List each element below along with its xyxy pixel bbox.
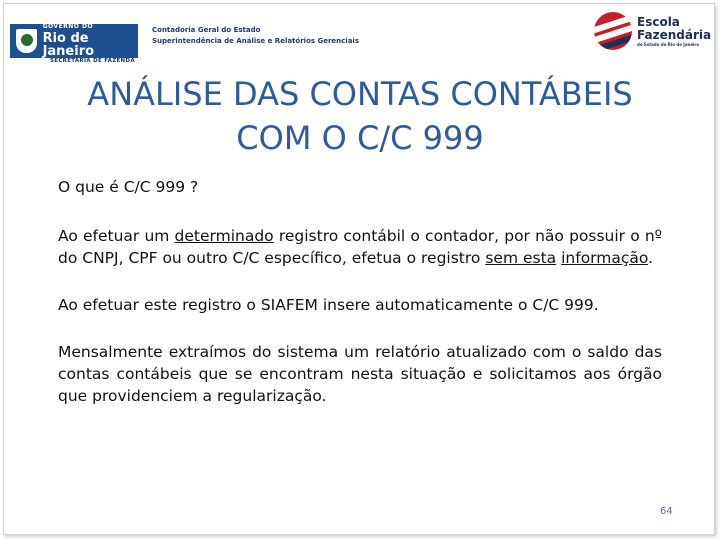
p1-underlined-2: sem <box>485 249 519 267</box>
slide-title <box>30 72 690 160</box>
state-seal-icon <box>16 29 37 53</box>
escola-line-2: Fazendária <box>637 28 712 42</box>
title-line-1: ANÁLISE DAS CONTAS CONTÁBEIS <box>87 75 633 113</box>
department-heading <box>152 25 359 47</box>
paragraph-2: Ao efetuar este registro o SIAFEM insere automaticamente o C/C 999. <box>58 296 599 314</box>
p1-text-5: . <box>648 249 654 267</box>
title-line-2: COM O C/C 999 <box>236 119 484 157</box>
escola-logo-icon <box>594 12 632 50</box>
escola-line-1: Escola <box>637 15 680 29</box>
government-logo-text <box>43 24 138 58</box>
escola-line-3: do Estado do Rio de Janeiro <box>637 42 700 47</box>
slide-body <box>58 176 662 407</box>
p1-underlined-4: informação <box>561 249 649 267</box>
gov-state-name: Rio de Janeiro <box>42 31 95 59</box>
p1-underlined-1: determinado <box>174 227 274 245</box>
department-line-2: Superintendência de Análise e Relatórios Gerenciais <box>152 37 359 45</box>
department-line-1: Contadoria Geral do Estado <box>152 26 261 34</box>
page-number: 64 <box>660 506 673 517</box>
secretaria-label: SECRETARIA DE FAZENDA <box>50 58 135 64</box>
p1-underlined-3: esta <box>522 249 557 267</box>
paragraph-3: Mensalmente extraímos do sistema um relatório atualizado com o saldo das contas contábeis que se encontram nesta situação e solicitamos aos órgão que providenciem a regularização. <box>58 343 662 405</box>
escola-logo-text <box>637 16 711 47</box>
paragraph-1 <box>58 225 662 269</box>
p1-text-2: registro contábil o contador, por não possuir o nº do CNPJ, CPF ou outro C/C específico, efetua o registro <box>58 227 662 267</box>
government-logo <box>10 24 138 58</box>
p1-text-1: Ao efetuar um <box>58 227 175 245</box>
question-text: O que é C/C 999 ? <box>58 178 199 196</box>
gov-small-text: GOVERNO DO <box>42 23 94 30</box>
